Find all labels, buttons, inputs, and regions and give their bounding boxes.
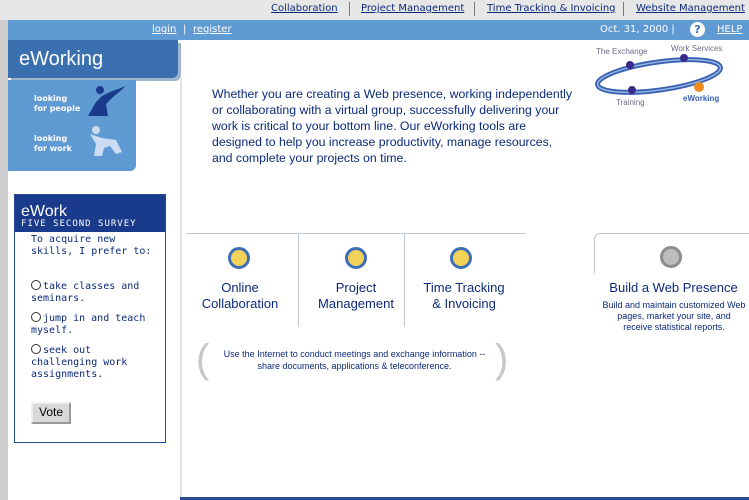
account-separator: |	[183, 24, 187, 35]
login-link[interactable]: login	[152, 24, 177, 35]
training-label: Training	[616, 98, 645, 107]
feature-description: Use the Internet to conduct meetings and exchange information -- share documents, applications & teleconference.	[223, 349, 486, 371]
left-paren-decoration: (	[196, 337, 210, 381]
top-nav	[0, 0, 749, 20]
exchange-logo[interactable]	[592, 44, 742, 114]
site-logo[interactable]	[8, 40, 178, 78]
survey-header	[15, 195, 165, 232]
time-tracking-icon[interactable]	[450, 247, 472, 269]
register-link[interactable]: register	[193, 24, 232, 35]
header-bar	[8, 20, 749, 40]
survey-option[interactable]	[31, 312, 163, 337]
left-divider	[180, 78, 182, 500]
nav-separator	[623, 2, 624, 16]
nav-time-tracking-link[interactable]: Time Tracking & Invoicing	[487, 3, 616, 14]
survey-option-label: seek out challenging work assignments.	[31, 345, 128, 380]
person-working-icon[interactable]	[86, 124, 128, 158]
looking-for-work-link[interactable]: looking for work	[34, 134, 72, 153]
radio-button[interactable]	[31, 280, 41, 290]
build-web-presence-icon[interactable]	[660, 246, 682, 268]
nav-website-management-link[interactable]: Website Management	[636, 3, 745, 14]
survey-panel	[14, 194, 166, 443]
intro-paragraph: Whether you are creating a Web presence, working independently or collaborating with a virtual group, successfully delivering your work is critical to your bottom line. Our eWorking tools are designed to help you increase productivity, manage resources, and complete your projects on time.	[212, 87, 573, 165]
radio-button[interactable]	[31, 344, 41, 354]
person-reaching-icon[interactable]	[86, 84, 128, 118]
help-icon[interactable]: ?	[690, 22, 705, 37]
vote-button[interactable]: Vote	[31, 402, 71, 424]
feature-separator	[298, 233, 299, 327]
eworking-label: eWorking	[683, 94, 720, 103]
online-collaboration-link[interactable]: Online Collaboration	[201, 280, 279, 311]
nav-collaboration-link[interactable]: Collaboration	[271, 3, 338, 14]
nav-separator	[474, 2, 475, 16]
nav-project-management-link[interactable]: Project Management	[361, 3, 465, 14]
survey-option-label: jump in and teach myself.	[31, 313, 146, 336]
radio-button[interactable]	[31, 312, 41, 322]
survey-title: eWork	[21, 203, 67, 220]
site-title: eWorking	[19, 48, 104, 70]
work-services-label: Work Services	[671, 44, 723, 53]
survey-option-label: take classes and seminars.	[31, 281, 140, 304]
survey-subtitle: FIVE SECOND SURVEY	[21, 219, 137, 229]
current-date: Oct. 31, 2000 |	[600, 24, 675, 35]
feature-divider	[186, 233, 526, 234]
help-link[interactable]: HELP	[717, 24, 743, 35]
looking-panel	[8, 80, 136, 171]
looking-for-people-link[interactable]: looking for people	[34, 94, 81, 113]
survey-question: To acquire new skills, I prefer to:	[31, 234, 152, 257]
project-management-link[interactable]: Project Management	[318, 280, 394, 311]
the-exchange-label: The Exchange	[596, 47, 648, 56]
project-management-icon[interactable]	[345, 247, 367, 269]
left-gutter	[0, 20, 8, 500]
nav-separator	[349, 2, 350, 16]
build-web-presence-description: Build and maintain customized Web pages, market your site, and receive statistical reports.	[602, 300, 746, 332]
right-paren-decoration: )	[495, 337, 509, 381]
online-collaboration-icon[interactable]	[228, 247, 250, 269]
build-web-presence-link[interactable]: Build a Web Presence	[609, 280, 738, 295]
survey-option[interactable]	[31, 280, 163, 305]
survey-option[interactable]	[31, 344, 163, 381]
time-tracking-link[interactable]: Time Tracking & Invoicing	[423, 280, 505, 311]
